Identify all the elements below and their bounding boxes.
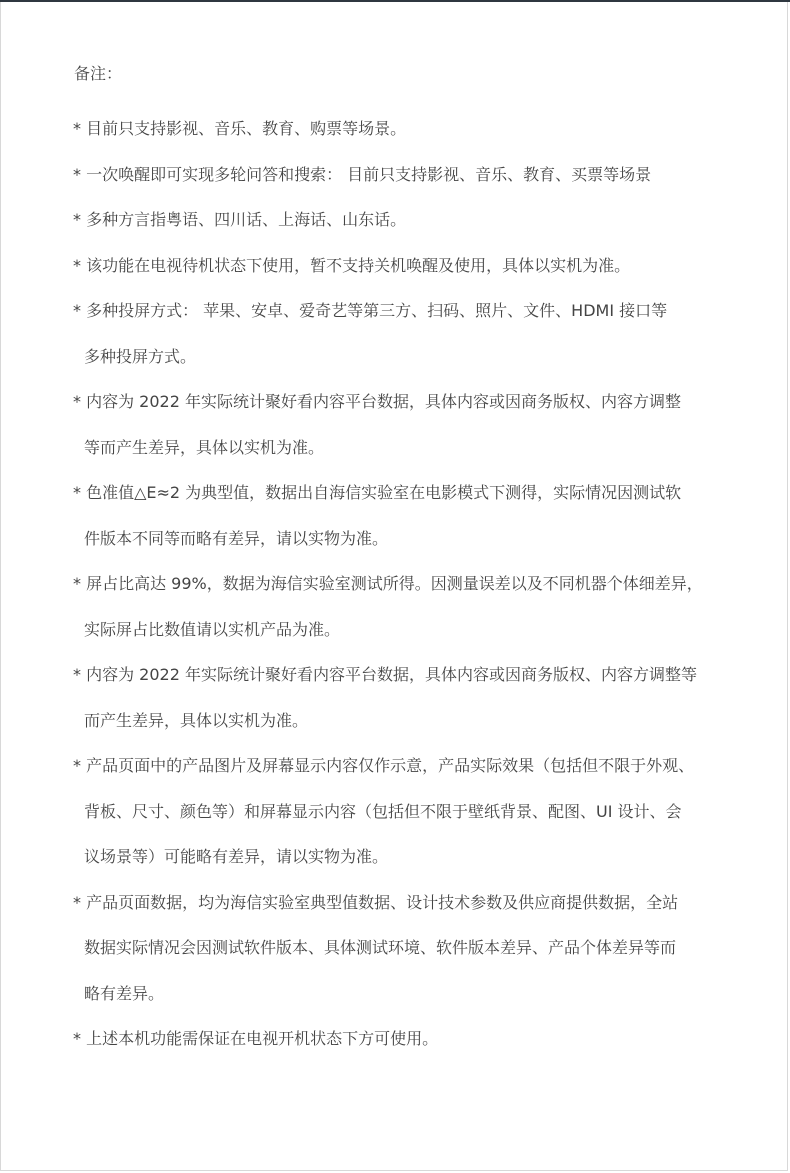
note-item (73, 197, 773, 243)
note-line: 略有差异。 (84, 983, 165, 1003)
note-item (73, 152, 773, 198)
note-item (73, 288, 773, 379)
note-line: * 一次唤醒即可实现多轮问答和搜索： 目前只支持影视、音乐、教育、买票等场景 (73, 164, 652, 184)
note-line: * 多种方言指粤语、四川话、上海话、山东话。 (73, 210, 407, 229)
notes-panel (0, 2, 788, 1171)
note-item (73, 561, 773, 652)
notes-list (73, 106, 773, 1062)
note-item (73, 379, 773, 470)
note-item (73, 106, 773, 152)
note-line: * 该功能在电视待机状态下使用，暂不支持关机唤醒及使用，具体以实机为准。 (73, 255, 631, 275)
note-line: * 色准值△E≈2 为典型值，数据出自海信实验室在电影模式下测得，实际情况因测试软 (73, 483, 682, 502)
note-item (73, 743, 773, 880)
note-item (73, 652, 773, 743)
note-line: * 内容为 2022 年实际统计聚好看内容平台数据，具体内容或因商务版权、内容方调整 (73, 392, 681, 411)
note-item (73, 880, 773, 1017)
note-line: * 产品页面数据，均为海信实验室典型值数据、设计技术参数及供应商提供数据，全站 (73, 892, 679, 912)
note-line: 等而产生差异，具体以实机为准。 (84, 437, 325, 457)
note-line: * 产品页面中的产品图片及屏幕显示内容仅作示意，产品实际效果（包括但不限于外观、 (73, 756, 695, 775)
note-line: 议场景等）可能略有差异，请以实物为准。 (84, 847, 389, 866)
note-line: 件版本不同等而略有差异，请以实物为准。 (84, 528, 389, 548)
note-line: 数据实际情况会因测试软件版本、具体测试环境、软件版本差异、产品个体差异等而 (84, 938, 677, 957)
note-line: * 多种投屏方式： 苹果、安卓、爱奇艺等第三方、扫码、照片、文件、HDMI 接口等 (73, 301, 668, 320)
note-item (73, 243, 773, 289)
note-line: * 屏占比高达 99%，数据为海信实验室测试所得。因测量误差以及不同机器个体细差异， (73, 574, 703, 593)
note-line: * 内容为 2022 年实际统计聚好看内容平台数据，具体内容或因商务版权、内容方调整等 (73, 665, 697, 684)
notes-title: 备注： (74, 64, 123, 83)
note-item (73, 1016, 773, 1062)
note-line: 多种投屏方式。 (84, 346, 197, 366)
note-line: 背板、尺寸、颜色等）和屏幕显示内容（包括但不限于壁纸背景、配图、UI 设计、会 (84, 801, 682, 821)
note-line: 实际屏占比数值请以实机产品为准。 (84, 619, 341, 639)
note-line: * 上述本机功能需保证在电视开机状态下方可使用。 (73, 1029, 439, 1048)
note-line: 而产生差异，具体以实机为准。 (84, 710, 309, 730)
note-item (73, 470, 773, 561)
note-line: * 目前只支持影视、音乐、教育、购票等场景。 (73, 119, 407, 138)
